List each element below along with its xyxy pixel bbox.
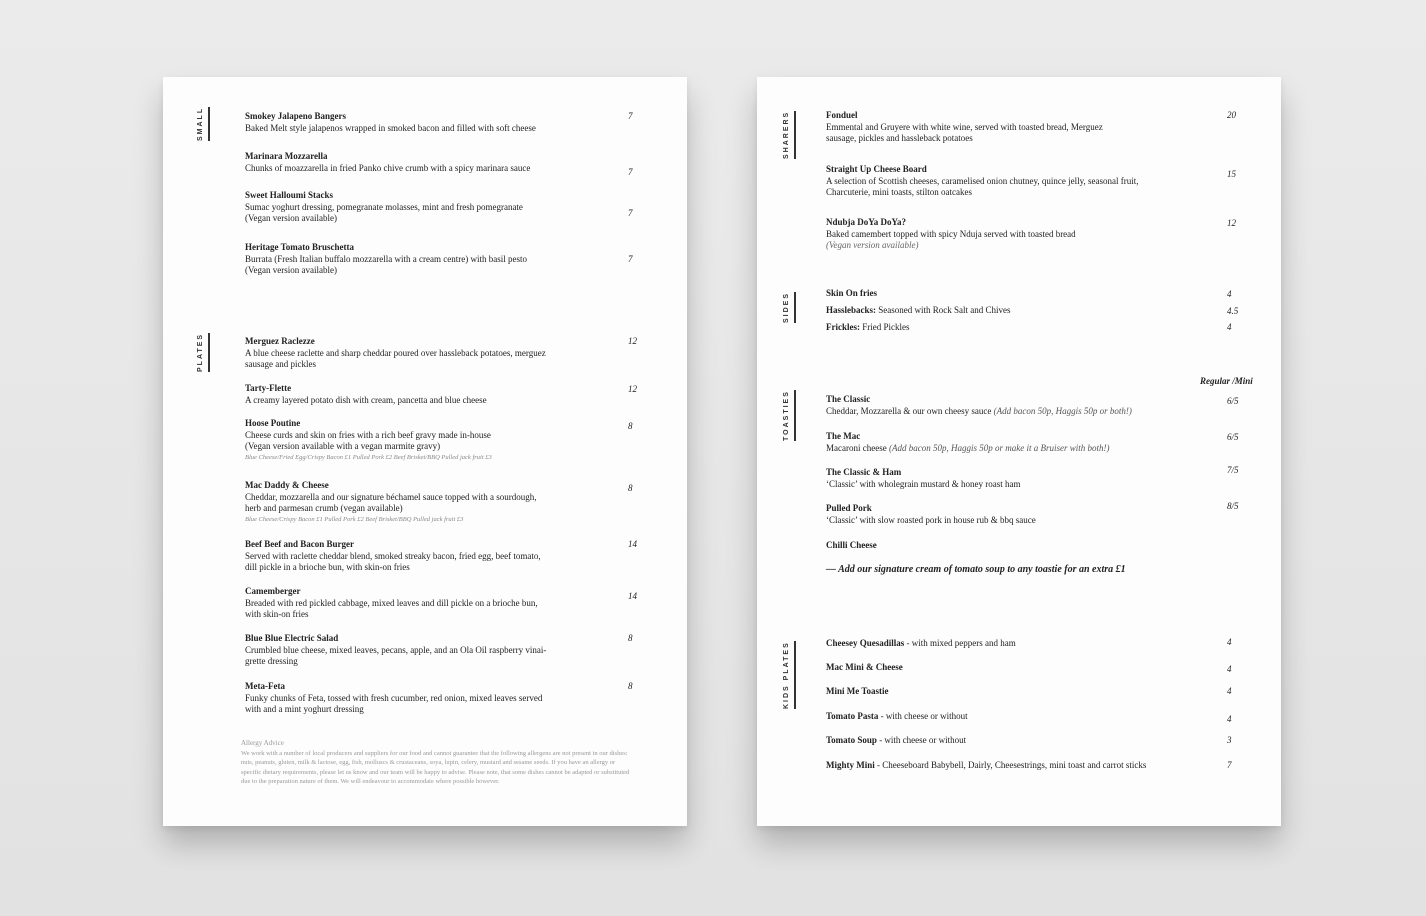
item-name: Mac Mini & Cheese <box>826 662 903 672</box>
kids-item <box>826 686 1196 698</box>
item-desc-2: (Vegan version available) <box>245 265 337 275</box>
kids-item <box>826 638 1196 650</box>
item-name: Mac Daddy & Cheese <box>245 480 329 490</box>
item-name: Hoose Poutine <box>245 418 301 428</box>
menu-item <box>826 431 1196 454</box>
item-desc-2: herb and parmesan crumb (vegan available) <box>245 503 403 513</box>
kids-item <box>826 662 1196 674</box>
item-name: Fonduel <box>826 110 858 120</box>
menu-item <box>826 394 1196 417</box>
item-name: Smokey Jalapeno Bangers <box>245 111 347 121</box>
item-desc: Macaroni cheese <box>826 442 889 453</box>
item-price: 7/5 <box>1227 465 1239 475</box>
menu-item <box>826 110 1196 145</box>
side-item <box>826 322 1196 334</box>
item-desc: Seasoned with Rock Salt and Chives <box>876 305 1011 315</box>
item-price: 4 <box>1227 289 1232 299</box>
item-name: Cheesey Quesadillas <box>826 638 905 648</box>
item-desc-2: (Vegan version available with a vegan marmite gravy) <box>245 441 441 451</box>
menu-item <box>245 383 585 406</box>
menu-item <box>826 164 1196 199</box>
menu-page-right <box>757 77 1281 826</box>
item-desc-2: with and a mint yoghurt dressing <box>245 704 364 714</box>
toastie-soup-promo: — Add our signature cream of tomato soup to any toastie for an extra £1 <box>826 564 1126 575</box>
item-price: 7 <box>628 208 633 218</box>
section-label-sides: SIDES <box>783 292 796 323</box>
item-desc: A blue cheese raclette and sharp cheddar poured over hassleback potatoes, merguez <box>245 347 546 358</box>
kids-item <box>826 711 1196 723</box>
item-addon-note: (Add bacon 50p, Haggis 50p or make it a Bruiser with both!) <box>888 442 1110 453</box>
item-name: Frickles: <box>826 322 860 332</box>
item-price: 7 <box>1227 760 1232 770</box>
item-desc: Baked Melt style jalapenos wrapped in smoked bacon and filled with soft cheese <box>245 122 536 133</box>
menu-item <box>826 217 1196 252</box>
item-price: 15 <box>1227 169 1236 179</box>
menu-item <box>245 242 585 277</box>
item-addon-note: (Add bacon 50p, Haggis 50p or both!) <box>993 405 1132 416</box>
item-desc: ‘Classic’ with wholegrain mustard & honey roast ham <box>826 478 1021 489</box>
item-name: Marinara Mozzarella <box>245 151 328 161</box>
kids-item <box>826 760 1226 772</box>
item-price: 4 <box>1227 714 1232 724</box>
item-name: Skin On fries <box>826 288 878 298</box>
item-desc: Cheddar, mozzarella and our signature béchamel sauce topped with a sourdough, <box>245 491 537 502</box>
item-desc: Cheese curds and skin on fries with a rich beef gravy made in-house <box>245 429 491 440</box>
section-label-toasties: TOASTIES <box>783 390 796 441</box>
item-desc: Baked camembert topped with spicy Nduja served with toasted bread <box>826 228 1076 239</box>
item-desc: Cheddar, Mozzarella & our own cheesy sauce <box>826 405 994 416</box>
item-desc: Funky chunks of Feta, tossed with fresh cucumber, red onion, mixed leaves served <box>245 692 543 703</box>
item-desc: Burrata (Fresh Italian buffalo mozzarella with a cream centre) with basil pesto <box>245 253 527 264</box>
kids-item <box>826 735 1196 747</box>
item-desc: - with cheese or without <box>876 735 967 745</box>
menu-item <box>245 681 585 716</box>
item-desc: Emmental and Gruyere with white wine, served with toasted bread, Merguez <box>826 121 1103 132</box>
item-desc: Chunks of moazzarella in fried Panko chive crumb with a spicy marinara sauce <box>245 162 531 173</box>
item-name: The Mac <box>826 431 861 441</box>
item-price: 12 <box>628 384 637 394</box>
item-price: 4 <box>1227 322 1232 332</box>
menu-item <box>826 467 1196 490</box>
item-desc-2: with skin-on fries <box>245 609 309 619</box>
item-price: 20 <box>1227 110 1236 120</box>
item-name: Mighty Mini <box>826 760 875 770</box>
menu-item <box>245 633 585 668</box>
item-price: 4 <box>1227 664 1232 674</box>
item-desc: - with mixed peppers and ham <box>904 638 1016 648</box>
item-desc: ‘Classic’ with slow roasted pork in house rub & bbq sauce <box>826 514 1036 525</box>
side-item <box>826 288 1196 300</box>
item-name: Merguez Raclezze <box>245 336 315 346</box>
item-price: 7 <box>628 111 633 121</box>
item-name: Hasslebacks: <box>826 305 877 315</box>
item-price: 6/5 <box>1227 396 1239 406</box>
item-name: Meta-Feta <box>245 681 285 691</box>
item-name: Tarty-Flette <box>245 383 292 393</box>
menu-page-left <box>163 77 687 826</box>
menu-item <box>245 111 585 134</box>
item-name: Mini Me Toastie <box>826 686 889 696</box>
item-desc-2: grette dressing <box>245 656 298 666</box>
item-addons: Blue Cheese/Fried Egg/Crispy Bacon £1 Pulled Pork £2 Beef Brisket/BBQ Pulled jack fruit £3 <box>245 453 492 461</box>
item-desc-2: (Vegan version available) <box>245 213 337 223</box>
item-name: The Classic <box>826 394 871 404</box>
section-label-small: SMALL <box>197 107 210 141</box>
item-addons: Blue Cheese/Crispy Bacon £1 Pulled Pork £2 Beef Brisket/BBQ Pulled jack fruit £3 <box>245 515 464 523</box>
item-desc-2: Charcuterie, mini toasts, stilton oatcakes <box>826 187 972 197</box>
item-price: 12 <box>628 336 637 346</box>
item-price: 8 <box>628 421 633 431</box>
menu-item <box>245 418 585 463</box>
menu-item <box>245 336 585 371</box>
item-name: Heritage Tomato Bruschetta <box>245 242 354 252</box>
allergy-title: Allergy Advice <box>241 739 284 747</box>
item-desc-2: sausage and pickles <box>245 359 316 369</box>
item-price: 14 <box>628 591 637 601</box>
item-price: 8 <box>628 483 633 493</box>
item-desc: A selection of Scottish cheeses, caramelised onion chutney, quince jelly, seasonal fruit, <box>826 175 1139 186</box>
item-name: Tomato Soup <box>826 735 877 745</box>
item-name: Ndubja DoYa DoYa? <box>826 217 907 227</box>
item-desc: Fried Pickles <box>860 322 910 332</box>
item-name: Pulled Pork <box>826 503 872 513</box>
item-name: Beef Beef and Bacon Burger <box>245 539 354 549</box>
menu-item <box>245 480 585 525</box>
item-price: 4 <box>1227 686 1232 696</box>
item-name: Camemberger <box>245 586 301 596</box>
item-price: 8 <box>628 681 633 691</box>
item-desc: - Cheeseboard Babybell, Dairly, Cheesestrings, mini toast and carrot sticks <box>874 760 1147 770</box>
item-name: Chilli Cheese <box>826 540 877 550</box>
allergy-advice <box>241 739 633 787</box>
toasties-size-header: Regular /Mini <box>1200 376 1253 386</box>
item-price: 7 <box>628 254 633 264</box>
item-price: 12 <box>1227 218 1236 228</box>
item-price: 6/5 <box>1227 432 1239 442</box>
menu-item <box>245 190 585 225</box>
item-desc: Crumbled blue cheese, mixed leaves, pecans, apple, and an Ola Oil raspberry vinai- <box>245 644 547 655</box>
menu-item <box>245 586 585 621</box>
item-desc: Sumac yoghurt dressing, pomegranate molasses, mint and fresh pomegranate <box>245 201 523 212</box>
item-price: 7 <box>628 167 633 177</box>
item-price: 14 <box>628 539 637 549</box>
item-name: The Classic & Ham <box>826 467 902 477</box>
item-name: Sweet Halloumi Stacks <box>245 190 334 200</box>
menu-item <box>826 503 1196 526</box>
item-desc-2: dill pickle in a brioche bun, with skin-on fries <box>245 562 410 572</box>
allergy-text: We work with a number of local producers and suppliers for our food and cannot guarantee that the following allergens are not present in our dishes: nuts, peanuts, gluten, milk & lactose, egg, fish, molluscs & crustaceans, soya, lupin, celery, mustard and sesame seeds. If you have an allergy or specific dietary requirements, please let us know and our team will be happy to advise. Please note, that some dishes cannot be adapted or substituted due to the preparation nature of them. We will endeavour to accommodate where possible however. <box>241 749 630 785</box>
side-item <box>826 305 1196 317</box>
menu-item <box>826 540 1196 552</box>
item-name: Tomato Pasta <box>826 711 879 721</box>
item-desc-2: sausage, pickles and hassleback potatoes <box>826 133 973 143</box>
item-desc: Served with raclette cheddar blend, smoked streaky bacon, fried egg, beef tomato, <box>245 550 541 561</box>
item-desc: A creamy layered potato dish with cream, pancetta and blue cheese <box>245 394 487 405</box>
item-desc: Breaded with red pickled cabbage, mixed leaves and dill pickle on a brioche bun, <box>245 597 538 608</box>
item-name: Blue Blue Electric Salad <box>245 633 339 643</box>
section-label-sharers: SHARERS <box>783 111 796 159</box>
item-name: Straight Up Cheese Board <box>826 164 927 174</box>
item-price: 8/5 <box>1227 501 1239 511</box>
menu-item <box>245 151 585 174</box>
section-label-plates: PLATES <box>197 333 210 372</box>
item-price: 4 <box>1227 637 1232 647</box>
item-vegan-note: (Vegan version available) <box>826 240 919 250</box>
menu-item <box>245 539 585 574</box>
section-label-kids-plates: KIDS PLATES <box>783 641 796 709</box>
item-price: 8 <box>628 633 633 643</box>
item-price: 4.5 <box>1227 306 1239 316</box>
item-price: 3 <box>1227 735 1232 745</box>
item-desc: - with cheese or without <box>878 711 968 721</box>
